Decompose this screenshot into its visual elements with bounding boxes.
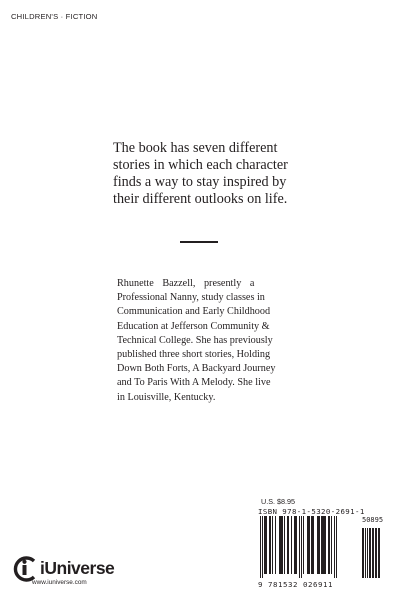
barcode-bar (367, 528, 368, 578)
barcode-bar (296, 516, 297, 574)
publisher-name: iUniverse (40, 558, 115, 578)
barcode-bar (336, 516, 337, 578)
barcode-bar (303, 516, 304, 574)
divider (180, 241, 218, 243)
barcode-bar (369, 528, 371, 578)
blurb (113, 140, 313, 208)
genre-label: CHILDREN'S · FICTION (11, 12, 98, 21)
barcode-bar (275, 516, 276, 574)
bio-line: Professional Nanny, study classes in (117, 292, 265, 304)
barcode-bar (294, 516, 296, 574)
barcode-bar (362, 528, 364, 578)
bio-line: in Louisville, Kentucky. (117, 391, 216, 403)
bio-line: Technical College. She has previously (117, 334, 273, 346)
barcode-bar (287, 516, 289, 574)
barcode-bar (365, 528, 366, 578)
publisher-url: www.iuniverse.com (32, 579, 87, 586)
barcode-bar (279, 516, 281, 574)
blurb-line: their different outlooks on life. (113, 191, 288, 207)
barcode-bar (269, 516, 271, 574)
barcode-bar (262, 516, 263, 578)
isbn-label: ISBN 978-1-5320-2691-1 (258, 507, 365, 516)
blurb-line: The book has seven different (113, 140, 278, 156)
barcode-bar (372, 528, 374, 578)
barcode-bar (378, 528, 380, 578)
barcode-bar (317, 516, 319, 574)
bio-line: Down Both Forts, A Backyard Journey (117, 363, 276, 375)
barcode-bar (321, 516, 323, 574)
ean-digits: 9 781532 026911 (258, 580, 333, 589)
author-bio (117, 277, 283, 405)
barcode-bar (331, 516, 332, 574)
barcode-bar (291, 516, 292, 574)
barcode-bar (264, 516, 266, 574)
barcode-bar (266, 516, 267, 574)
barcode-bar (281, 516, 283, 574)
barcode-bar (284, 516, 285, 574)
barcode-bar (375, 528, 377, 578)
price-code-label: 50895 (362, 516, 384, 524)
barcode-bar (299, 516, 300, 578)
bio-line: Communication and Early Childhood (117, 306, 271, 318)
barcode-bar (309, 516, 310, 574)
bio-line: Rhunette Bazzell, presently a (117, 278, 255, 289)
blurb-line: stories in which each character (113, 157, 288, 173)
bio-line: and To Paris With A Melody. She live (117, 377, 271, 389)
barcode-bar (313, 516, 314, 574)
barcode-bar (325, 516, 326, 574)
barcode-bar (301, 516, 302, 578)
barcode-bar (323, 516, 325, 574)
barcode-bar (334, 516, 335, 578)
barcode-bar (311, 516, 313, 574)
barcode-icon (258, 516, 394, 580)
barcode-bar (319, 516, 320, 574)
barcode-bar (272, 516, 273, 574)
barcode-bar (307, 516, 309, 574)
price-label: U.S. $8.95 (261, 497, 295, 506)
bio-line: Education at Jefferson Community & (117, 320, 270, 332)
blurb-line: finds a way to stay inspired by (113, 174, 287, 190)
bio-line: published three short stories, Holding (117, 349, 271, 361)
barcode-bar (260, 516, 261, 578)
barcode-bar (328, 516, 330, 574)
